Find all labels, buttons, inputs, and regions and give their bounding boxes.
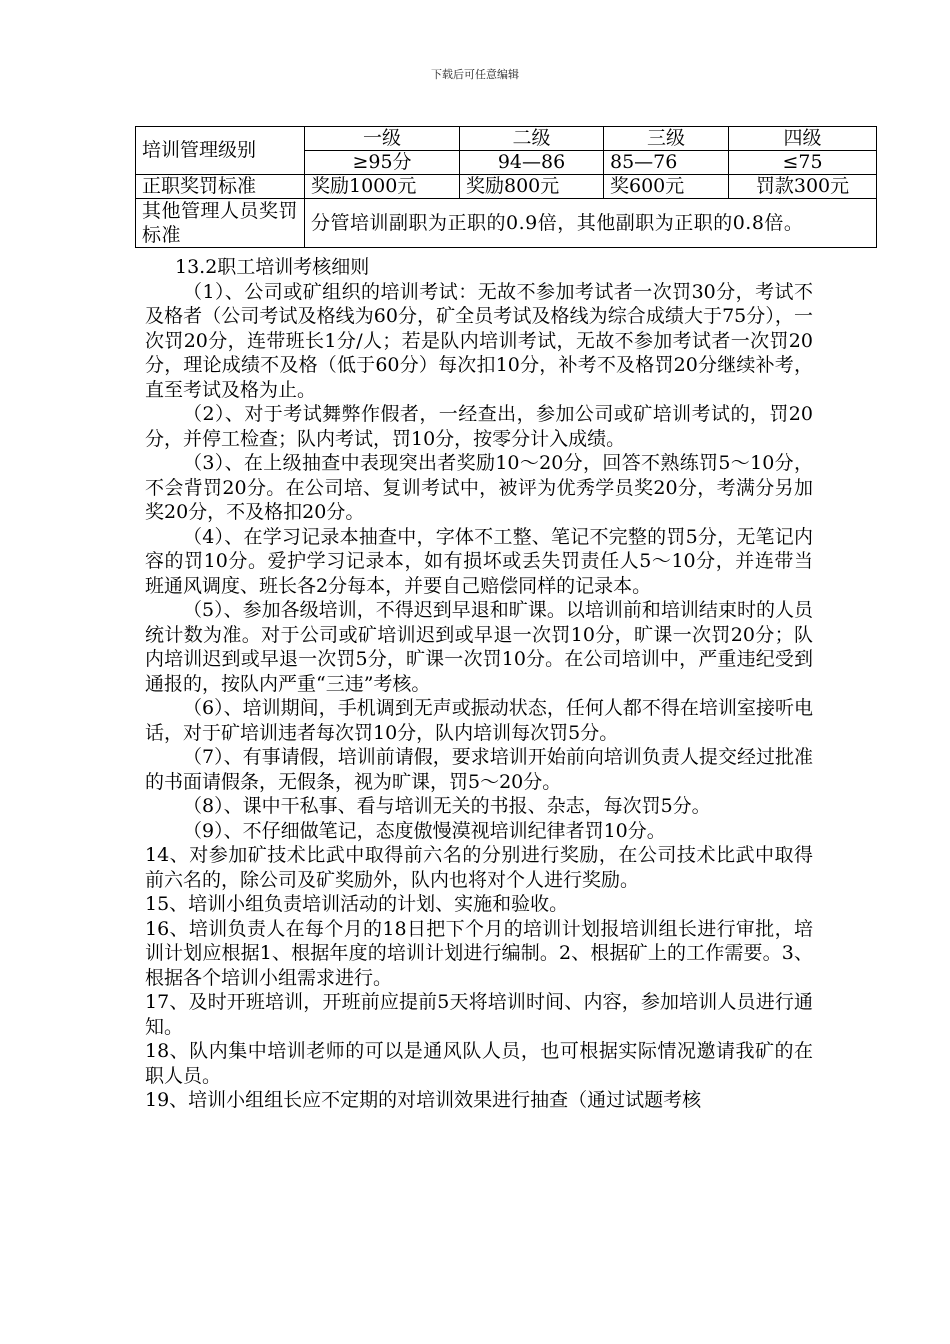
rule-item: （8）、课中干私事、看与培训无关的书报、杂志，每次罚5分。	[183, 795, 711, 817]
row-label-main: 正职奖罚标准	[136, 175, 305, 199]
table-row	[136, 199, 877, 248]
rule-item: （9）、不仔细做笔记，态度傲慢漠视培训纪律者罚10分。	[183, 819, 666, 842]
table-row	[136, 127, 877, 151]
rule-item: （7）、有事请假，培训前请假，要求培训开始前向培训负责人提交经过批准的书面请假条，无假条，视为旷课，罚5～20分。	[145, 746, 813, 793]
score-cell: 85—76	[604, 151, 729, 175]
other-standard-cell: 分管培训副职为正职的0.9倍，其他副职为正职的0.8倍。	[305, 199, 877, 248]
section-heading: 13.2职工培训考核细则	[175, 256, 370, 278]
score-cell: ≥95分	[305, 151, 460, 175]
rule-item: （4）、在学习记录本抽查中，字体不工整、笔记不完整的罚5分，无笔记内容的罚10分。爱护学习记录本，如有损坏或丢失罚责任人5～10分，并连带当班通风调度、班长各2分每本，并要自己赔偿同样的记录本。	[145, 525, 813, 597]
paragraph: 19、培训小组组长应不定期的对培训效果进行抽查（通过试题考核	[145, 1089, 702, 1111]
reward-cell: 奖600元	[604, 175, 729, 199]
reward-standard-table	[135, 126, 877, 248]
rule-item: （6）、培训期间，手机调到无声或振动状态，任何人都不得在培训室接听电话，对于矿培训违者每次罚10分，队内培训每次罚5分。	[145, 697, 813, 744]
paragraph: 16、培训负责人在每个月的18日把下个月的培训计划报培训组长进行审批，培训计划应根据1、根据年度的培训计划进行编制。2、根据矿上的工作需要。3、根据各个培训小组需求进行。	[145, 917, 813, 989]
reward-cell: 奖励1000元	[305, 175, 460, 199]
level-cell: 四级	[729, 127, 877, 151]
level-cell: 二级	[460, 127, 604, 151]
score-cell: ≤75	[729, 151, 877, 175]
row-label-level: 培训管理级别	[136, 127, 305, 175]
reward-cell: 罚款300元	[729, 175, 877, 199]
page-header: 下载后可任意编辑	[431, 68, 519, 81]
paragraph: 17、及时开班培训，开班前应提前5天将培训时间、内容，参加培训人员进行通知。	[145, 991, 813, 1038]
rule-item: （1）、公司或矿组织的培训考试：无故不参加考试者一次罚30分，考试不及格者（公司考试及格线为60分，矿全员考试及格线为综合成绩大于75分），一次罚20分，连带班长1分/人；若是队内培训考试，无故不参加考试者一次罚20分，理论成绩不及格（低于60分）每次扣10分，补考不及格罚20分继续补考，直至考试及格为止。	[145, 280, 813, 401]
rule-item: （5）、参加各级培训，不得迟到早退和旷课。以培训前和培训结束时的人员统计数为准。对于公司或矿培训迟到或早退一次罚10分，旷课一次罚20分；队内培训迟到或早退一次罚5分，旷课一次罚10分。在公司培训中，严重违纪受到通报的，按队内严重“三违”考核。	[145, 599, 813, 695]
document-body	[145, 255, 813, 1113]
rule-item: （2）、对于考试舞弊作假者，一经查出，参加公司或矿培训考试的，罚20分，并停工检查；队内考试，罚10分，按零分计入成绩。	[145, 403, 813, 450]
level-cell: 三级	[604, 127, 729, 151]
reward-cell: 奖励800元	[460, 175, 604, 199]
paragraph: 14、对参加矿技术比武中取得前六名的分别进行奖励，在公司技术比武中取得前六名的，除公司及矿奖励外，队内也将对个人进行奖励。	[145, 844, 813, 891]
paragraph: 18、队内集中培训老师的可以是通风队人员，也可根据实际情况邀请我矿的在职人员。	[145, 1040, 813, 1087]
rule-item: （3）、在上级抽查中表现突出者奖励10～20分，回答不熟练罚5～10分，不会背罚20分。在公司培、复训考试中，被评为优秀学员奖20分，考满分另加奖20分，不及格扣20分。	[145, 452, 813, 523]
score-cell: 94—86	[460, 151, 604, 175]
table-row	[136, 175, 877, 199]
level-cell: 一级	[305, 127, 460, 151]
paragraph: 15、培训小组负责培训活动的计划、实施和验收。	[145, 893, 569, 915]
row-label-other: 其他管理人员奖罚标准	[136, 199, 305, 248]
